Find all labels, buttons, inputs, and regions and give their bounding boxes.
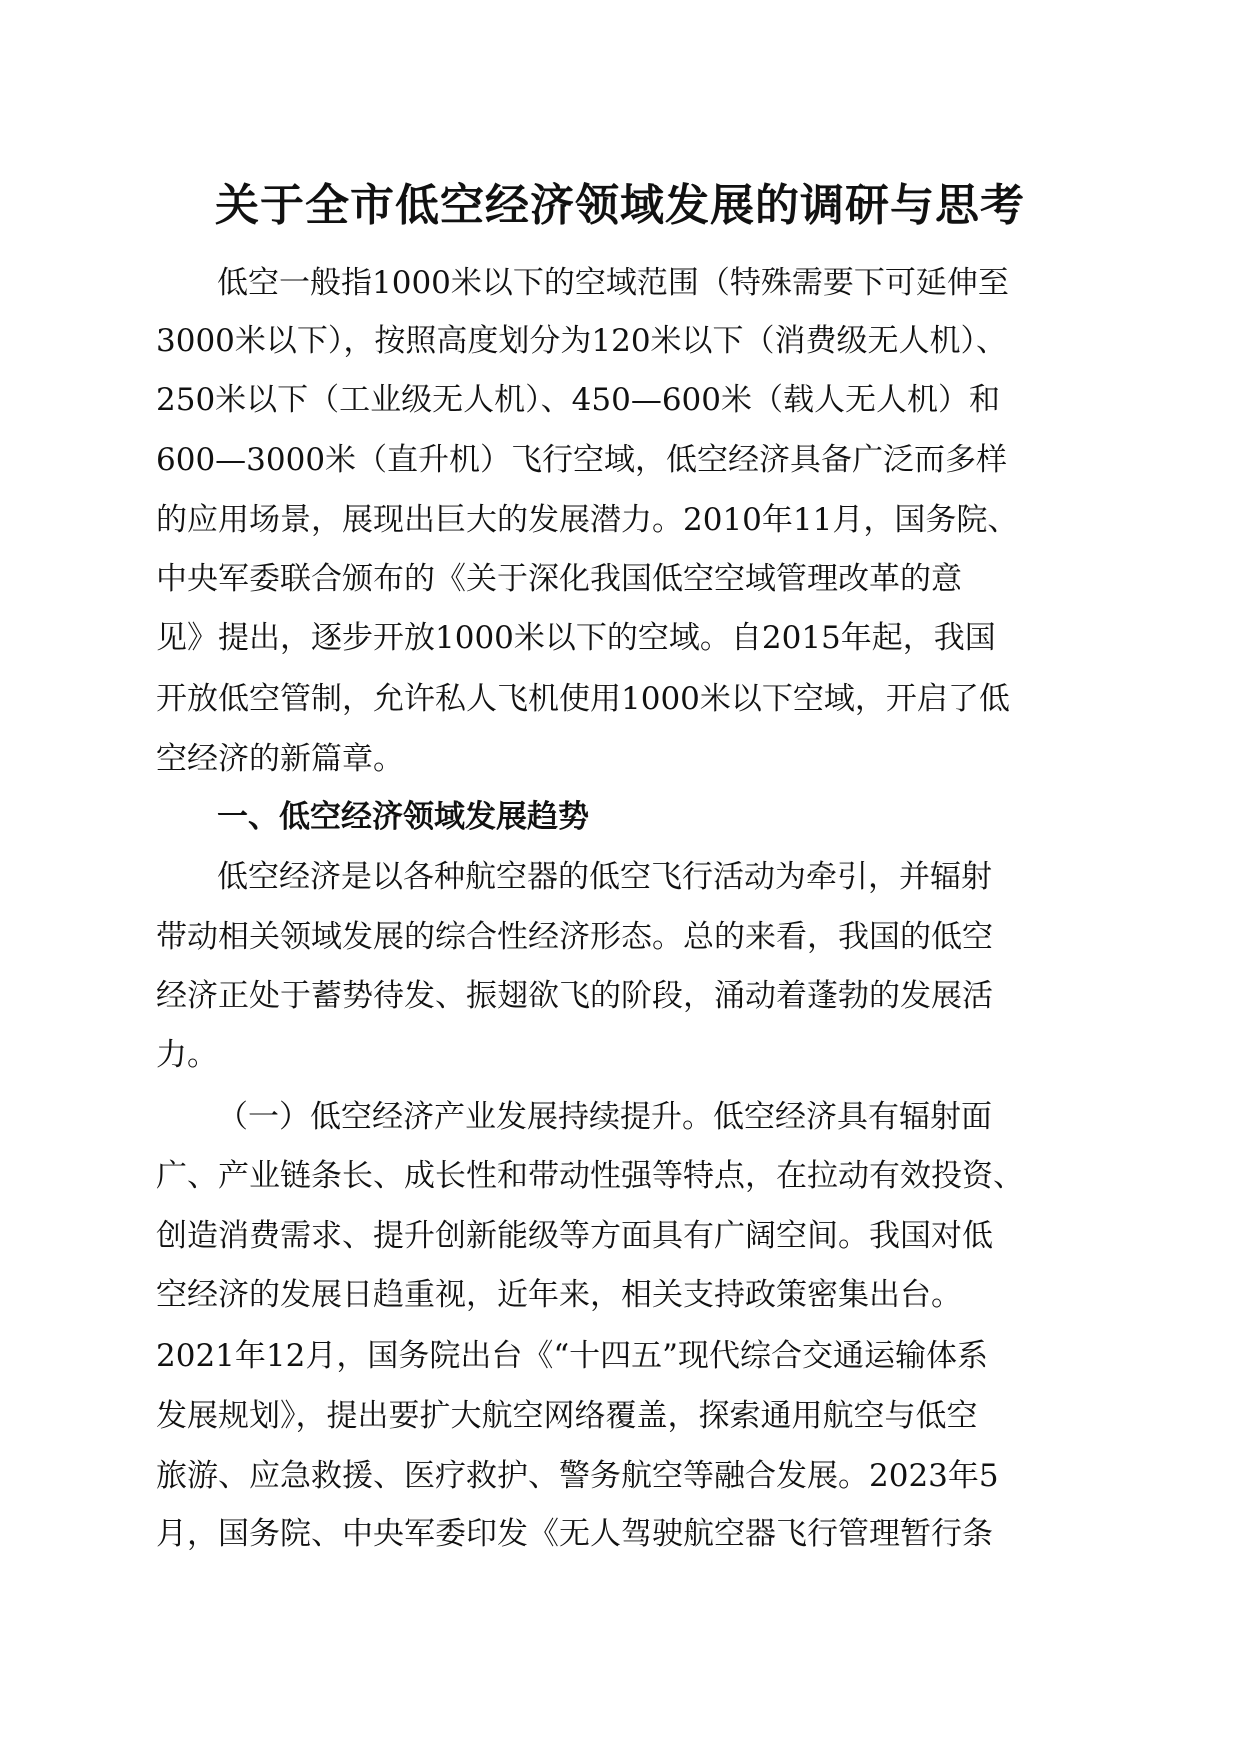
body-line-10: 低空经济是以各种航空器的低空飞行活动为牵引，并辐射	[217, 859, 992, 895]
body-line-20: 月，国务院、中央军委印发《无人驾驶航空器飞行管理暂行条	[156, 1516, 993, 1552]
body-line-4: 600—3000米（直升机）飞行空域，低空经济具备广泛而多样	[156, 442, 1008, 478]
body-line-13: 力。	[156, 1037, 218, 1073]
subsection-line-1: （一）低空经济产业发展持续提升。低空经济具有辐射面	[217, 1099, 992, 1135]
body-line-17: 2021年12月，国务院出台《“十四五”现代综合交通运输体系	[156, 1338, 989, 1374]
body-line-9: 空经济的新篇章。	[156, 741, 404, 777]
body-line-19: 旅游、应急救援、医疗救护、警务航空等融合发展。2023年5	[156, 1458, 999, 1494]
section-heading-1: 一、低空经济领域发展趋势	[217, 799, 589, 835]
body-line-18: 发展规划》，提出要扩大航空网络覆盖，探索通用航空与低空	[156, 1398, 978, 1434]
document-title: 关于全市低空经济领域发展的调研与思考	[215, 180, 1025, 231]
body-line-8: 开放低空管制，允许私人飞机使用1000米以下空域，开启了低	[156, 681, 1010, 717]
body-line-2: 3000米以下），按照高度划分为120米以下（消费级无人机）、	[156, 323, 1008, 359]
body-line-1: 低空一般指1000米以下的空域范围（特殊需要下可延伸至	[217, 265, 1009, 301]
body-line-12: 经济正处于蓄势待发、振翅欲飞的阶段，涌动着蓬勃的发展活	[156, 978, 993, 1014]
body-line-11: 带动相关领域发展的综合性经济形态。总的来看，我国的低空	[156, 919, 993, 955]
body-line-16: 空经济的发展日趋重视，近年来，相关支持政策密集出台。	[156, 1277, 962, 1313]
body-line-5: 的应用场景，展现出巨大的发展潜力。2010年11月，国务院、	[156, 502, 1019, 538]
body-line-6: 中央军委联合颁布的《关于深化我国低空空域管理改革的意	[156, 561, 962, 597]
body-line-15: 创造消费需求、提升创新能级等方面具有广阔空间。我国对低	[156, 1218, 993, 1254]
body-line-7: 见》提出，逐步开放1000米以下的空域。自2015年起，我国	[156, 620, 996, 656]
body-line-3: 250米以下（工业级无人机）、450—600米（载人无人机）和	[156, 382, 1001, 418]
body-line-14: 广、产业链条长、成长性和带动性强等特点，在拉动有效投资、	[156, 1158, 1024, 1194]
